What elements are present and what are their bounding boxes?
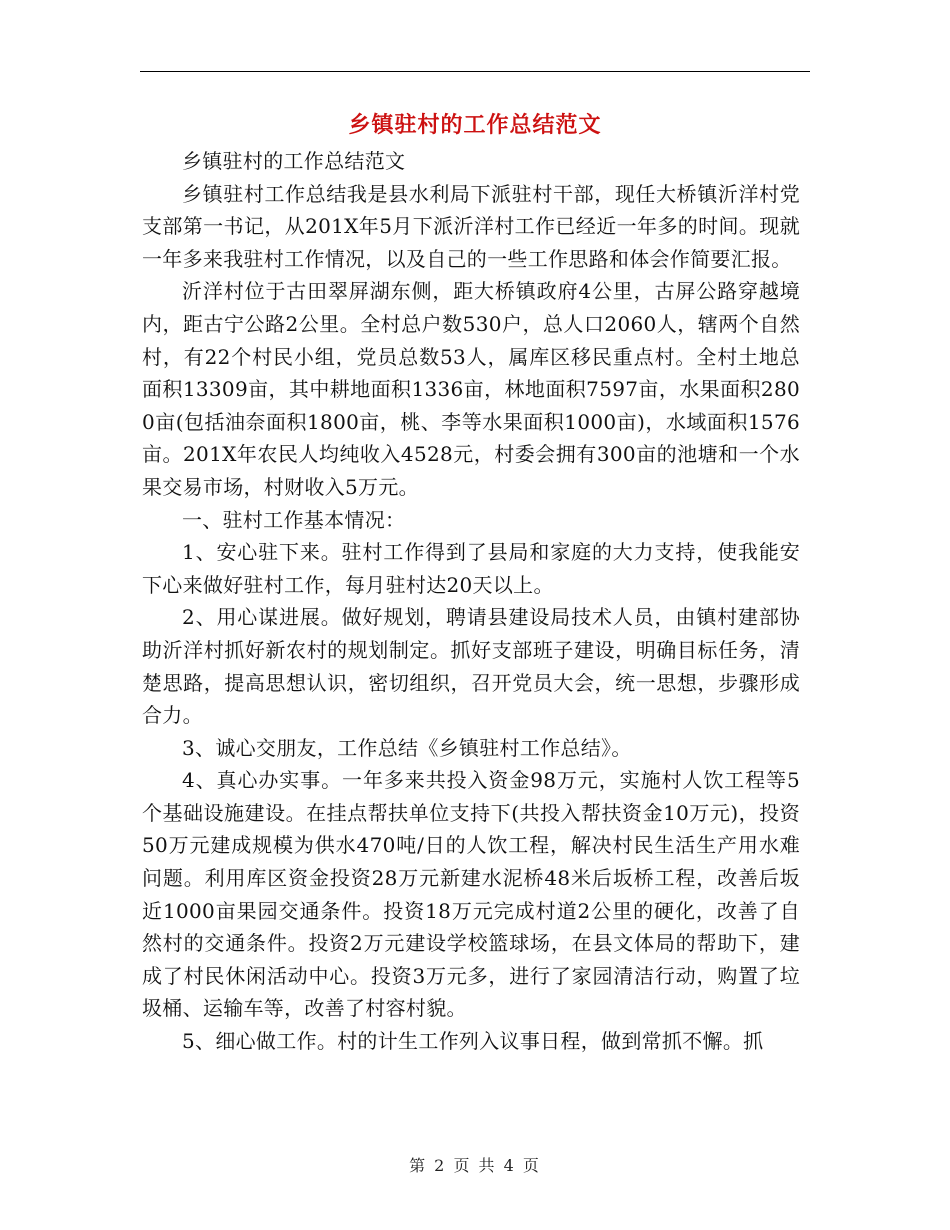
paragraph-item-2: 2、用心谋进展。做好规划，聘请县建设局技术人员，由镇村建部协助沂洋村抓好新农村的规划制定。抓好支部班子建设，明确目标任务，清楚思路，提高思想认识，密切组织，召开党员大会，统一思想，步骤形成合力。: [142, 605, 800, 728]
paragraph-item-1: 1、安心驻下来。驻村工作得到了县局和家庭的大力支持，使我能安下心来做好驻村工作，每月驻村达20天以上。: [142, 540, 800, 597]
paragraph-intro: 乡镇驻村工作总结我是县水利局下派驻村干部，现任大桥镇沂洋村党支部第一书记，从201X年5月下派沂洋村工作已经近一年多的时间。现就一年多来我驻村工作情况，以及自己的一些工作思路和体会作简要汇报。: [142, 181, 800, 271]
document-body: [142, 145, 800, 1058]
paragraph-subtitle: 乡镇驻村的工作总结范文: [182, 149, 406, 173]
header-rule: [140, 71, 810, 72]
paragraph-village-profile: 沂洋村位于古田翠屏湖东侧，距大桥镇政府4公里，古屏公路穿越境内，距古宁公路2公里。全村总户数530户，总人口2060人，辖两个自然村，有22个村民小组，党员总数53人，属库区移民重点村。全村土地总面积13309亩，其中耕地面积1336亩，林地面积7597亩，水果面积2800亩(包括油奈面积1800亩，桃、李等水果面积1000亩)，水域面积1576亩。201X年农民人均纯收入4528元，村委会拥有300亩的池塘和一个水果交易市场，村财收入5万元。: [142, 279, 800, 499]
document-title: 乡镇驻村的工作总结范文: [348, 112, 602, 138]
paragraph-item-3: 3、诚心交朋友，工作总结《乡镇驻村工作总结》。: [182, 735, 632, 760]
paragraph-item-4: 4、真心办实事。一年多来共投入资金98万元，实施村人饮工程等5个基础设施建设。在挂点帮扶单位支持下(共投入帮扶资金10万元)，投资50万元建成规模为供水470吨/日的人饮工程，解决村民生活生产用水难问题。利用库区资金投资28万元新建水泥桥48米后坂桥工程，改善后坂近1000亩果园交通条件。投资18万元完成村道2公里的硬化，改善了自然村的交通条件。投资2万元建设学校篮球场，在县文体局的帮助下，建成了村民休闲活动中心。投资3万元多，进行了家园清洁行动，购置了垃圾桶、运输车等，改善了村容村貌。: [142, 768, 800, 1021]
paragraph-item-5: 5、细心做工作。村的计生工作列入议事日程，做到常抓不懈。抓: [182, 1029, 764, 1054]
page-number: 第 2 页 共 4 页: [409, 1156, 541, 1175]
section-heading-basic-situation: 一、驻村工作基本情况：: [182, 507, 406, 532]
